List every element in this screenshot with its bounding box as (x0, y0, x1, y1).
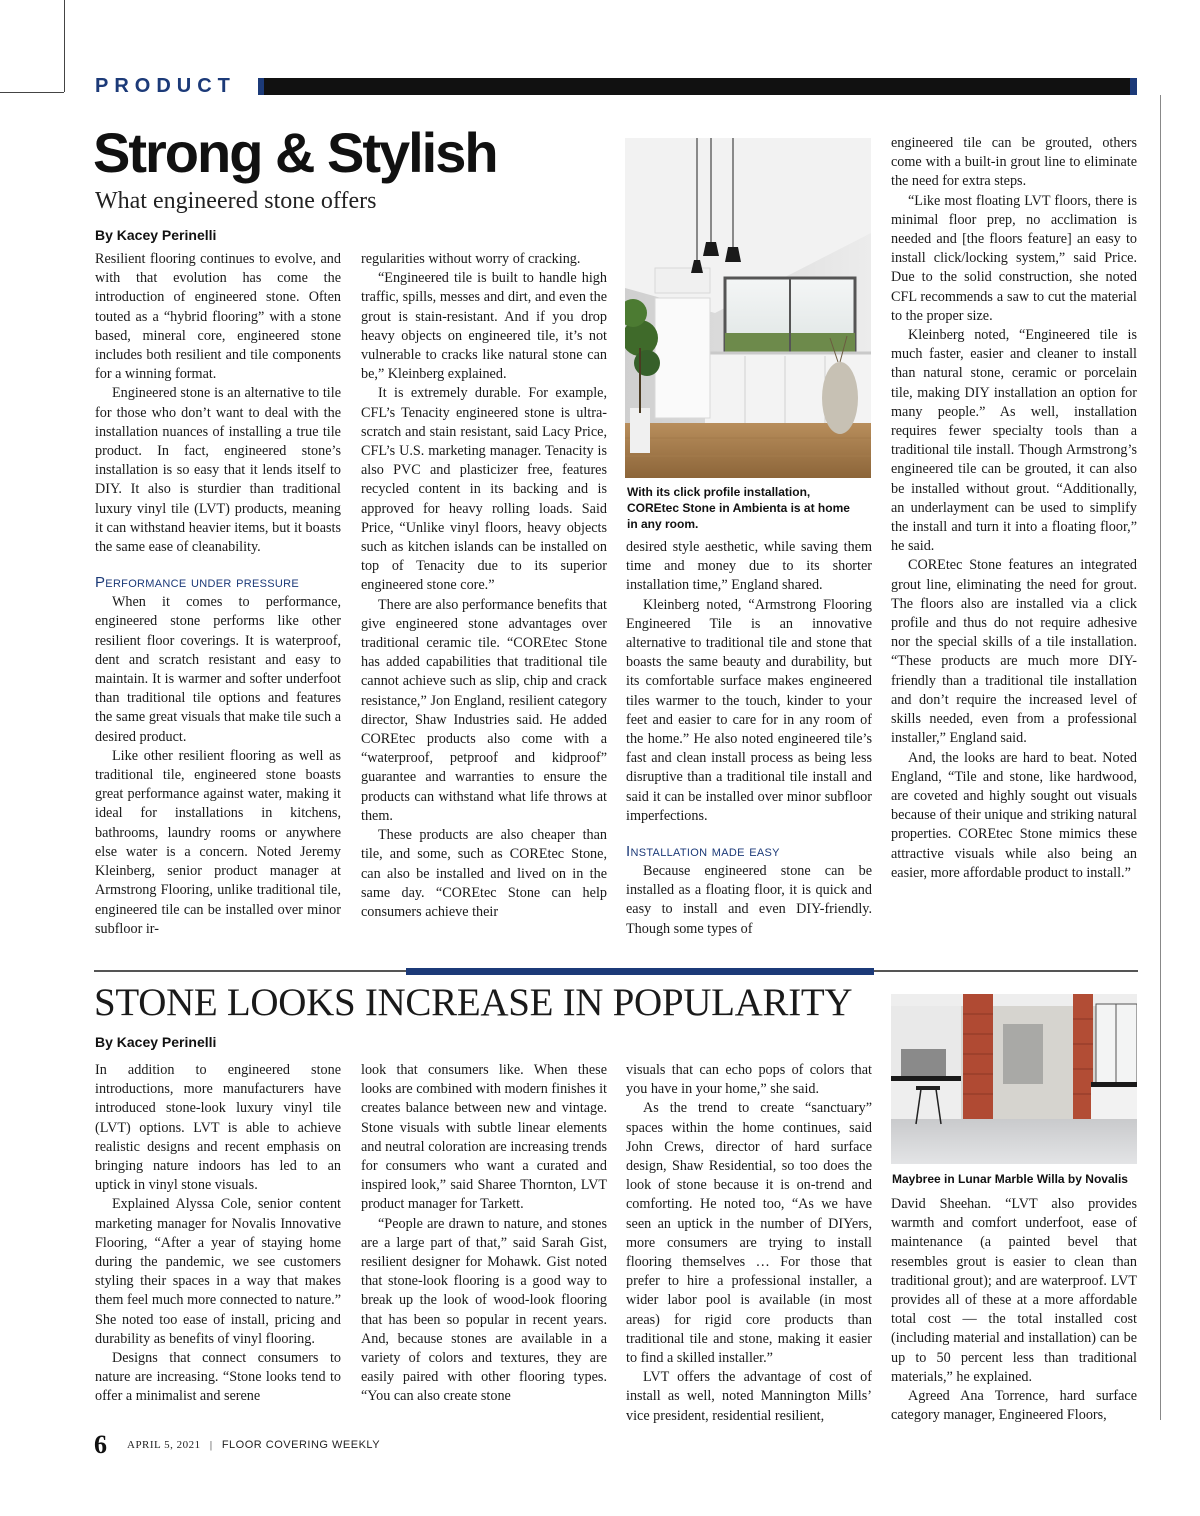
paragraph: In addition to engineered stone introductions, more manufacturers have introduced stone-look luxury vinyl tile (LVT) options. LVT is able to achieve realistic designs and recent emphasis on bringing nature indoors has led to an uptick in vinyl stone visuals. (95, 1062, 341, 1194)
subheading: Performance under pressure (95, 574, 299, 592)
paragraph: “People are drawn to nature, and stones are a large part of that,” said Sarah Gist, resilient designer for Mohawk. Gist noted that stone-look flooring is a good way to break up the look of wood-look flooring that has been so popular in recent years. And, because stones are available in a variety of colors and textures, they are easily paired with other flooring types. “You can also create stone (361, 1215, 607, 1405)
article-title: Strong & Stylish (93, 121, 497, 184)
article2-byline: By Kacey Perinelli (95, 1034, 217, 1050)
paragraph: As the trend to create “sanctuary” spaces within the home continues, said John Crews, director of hard surface design, Shaw Residential, so too does the look of stone because it is on-trend and comforting. He noted too, “As we have seen an uptick in the number of DIYers, more consumers are trying to install flooring themselves … For those that prefer to hire a professional installer, a wider labor pool is available (in most areas) for rigid core products than traditional tile and stone, making it easier to find a skilled installer.” (626, 1100, 872, 1367)
paragraph: Agreed Ana Torrence, hard surface category manager, Engineered Floors, (891, 1388, 1137, 1424)
paragraph: visuals that can echo pops of colors that you have in your home,” she said. (626, 1062, 872, 1098)
paragraph: Resilient flooring continues to evolve, and with that evolution has come the introduction of engineered stone. Often touted as a “hybrid flooring” with a stone based, mineral core, engineered stone includes both resilient and tile components for a winning format. (95, 251, 341, 383)
paragraph: regularities without worry of cracking. (361, 251, 581, 267)
paragraph: Engineered stone is an alternative to tile for those who don’t want to deal with the installation nuances of installing a true tile product. In fact, engineered stone’s installation is so easy that it lends itself to DIY. It also is sturdier than traditional luxury vinyl tile (LVT) products, meaning it can withstand heavier items, but it boasts the same ease of cleanability. (95, 385, 341, 556)
article-byline: By Kacey Perinelli (95, 227, 217, 243)
kitchen-photo (625, 138, 871, 478)
marble-kitchen-photo (891, 994, 1137, 1164)
article1-column-4 (891, 134, 1137, 883)
section-label: PRODUCT (95, 75, 236, 97)
section-bar (258, 78, 1132, 95)
article-subtitle: What engineered stone offers (95, 188, 377, 214)
crop-mark-vertical (64, 0, 65, 92)
paragraph: There are also performance benefits that give engineered stone advantages over traditional ceramic tile. “COREtec Stone has added capabilities that traditional tile cannot achieve such as slip, chip and crack resistance,” Jon England, resilient category director, Shaw Industries said. He added COREtec products also come with a “waterproof, petproof and kidproof” guarantee and warranties to ensure the products can withstand what life throws at them. (361, 596, 607, 824)
article1-column-2 (361, 250, 607, 922)
paragraph: Designs that connect consumers to nature are increasing. “Stone looks tend to offer a minimalist and serene (95, 1350, 341, 1405)
publication-name: FLOOR COVERING WEEKLY (221, 1439, 381, 1451)
page-number: 6 (94, 1430, 107, 1459)
paragraph: It is extremely durable. For example, CFL’s Tenacity engineered stone is ultra-scratch and stain resistant, said Lacy Price, CFL’s U.S. marketing manager. Tenacity is also PVC and plasticizer free, features recycled content in its backing and is approved for heavy rolling loads. Said Price, “Unlike vinyl floors, heavy objects such as kitchen islands can be installed on top of Tenacity due to its superior engineered stone core.” (361, 385, 607, 594)
footer-separator: | (209, 1439, 213, 1451)
paragraph: Like other resilient flooring as well as traditional tile, engineered stone boasts great performance against water, making it ideal for installations in kitchens, bathrooms, laundry rooms or anywhere else water is a concern. Noted Jeremy Kleinberg, senior product manager at Armstrong Flooring, unlike traditional tile, engineered tile can be installed over minor subfloor ir- (95, 747, 341, 937)
crop-mark-horizontal (0, 92, 64, 93)
paragraph: look that consumers like. When these looks are combined with modern finishes it creates balance between new and vintage. Stone visuals with subtle linear elements and neutral coloration are increasing trends for consumers who want a curated and inspired look,” said Sharee Thornton, LVT product manager for Tarkett. (361, 1062, 607, 1213)
article1-column-3 (626, 538, 872, 939)
article2-column-1 (95, 1061, 341, 1407)
article1-column-1 (95, 250, 341, 939)
footer-info (127, 1438, 380, 1452)
article2-column-3 (626, 1061, 872, 1426)
paragraph: COREtec Stone features an integrated grout line, eliminating the need for grout. The floors also are installed via a click profile and thus do not require adhesive nor the special skills of a tile installation. “These products are much more DIY-friendly than a traditional tile installation and don’t require the increased level of skills needed, even from a professional installer,” England said. (891, 557, 1137, 747)
photo-caption: Maybree in Lunar Marble Willa by Novalis (892, 1172, 1128, 1186)
page-rule-right (1160, 95, 1161, 1420)
article2-column-4 (891, 1195, 1137, 1425)
paragraph: Because engineered stone can be installed as a floating floor, it is quick and easy to install and even DIY-friendly. Though some types of (626, 863, 872, 937)
paragraph: LVT offers the advantage of cost of install as well, noted Mannington Mills’ vice president, residential resilient, (626, 1369, 872, 1424)
article2-headline: STONE LOOKS INCREASE IN POPULARITY (94, 981, 853, 1024)
paragraph: engineered tile can be grouted, others come with a built-in grout line to eliminate the need for extra steps. (891, 135, 1137, 190)
paragraph: Kleinberg noted, “Engineered tile is much faster, easier and cleaner to install than natural stone, ceramic or porcelain tile, making DIY installation an option for many people.” As well, installation requires fewer specialty tools than a traditional tile install. Though Armstrong’s engineered tile can be grouted, it can also be installed without grout. “Additionally, an underlayment can be used to simplify the install and turn it into a floating floor,” he said. (891, 327, 1137, 555)
paragraph: Explained Alyssa Cole, senior content marketing manager for Novalis Innovative Flooring, “After a year of staying home during the pandemic, we see customers styling their spaces in a way that makes them feel much more connected to nature.” She noted too ease of install, pricing and durability as benefits of vinyl flooring. (95, 1196, 341, 1347)
paragraph: David Sheehan. “LVT also provides warmth and comfort underfoot, ease of maintenance (a painted bevel that resembles grout is easier to clean than traditional grout); and are waterproof. LVT provides all of these at a more affordable total cost — the total installed cost (including material and installation) can be up to 50 percent less than traditional materials,” he explained. (891, 1196, 1137, 1385)
photo-caption: With its click profile installation, COREtec Stone in Ambienta is at home in any room. (627, 485, 850, 531)
article-divider-accent (406, 968, 874, 975)
article2-column-2 (361, 1061, 607, 1407)
paragraph: “Like most floating LVT floors, there is minimal floor prep, no acclimation is needed and [the floors feature] an easy to install click/locking system,” said Price. Due to the solid construction, she noted CFL recommends a saw to cut the material to the proper size. (891, 192, 1137, 324)
paragraph: “Engineered tile is built to handle high traffic, spills, messes and dirt, and even the grout is stain-resistant. And if you drop heavy objects on engineered tile, it’s not vulnerable to cracks like natural stone can be,” Kleinberg explained. (361, 270, 607, 383)
paragraph: desired style aesthetic, while saving them time and money due to its shorter installation time,” England shared. (626, 539, 872, 594)
subheading: Installation made easy (626, 843, 780, 861)
issue-date: APRIL 5, 2021 (127, 1439, 201, 1451)
section-bar-accent (1130, 78, 1137, 95)
paragraph: These products are also cheaper than tile, and some, such as COREtec Stone, can also be installed and lived on in the same day. “COREtec Stone can help consumers achieve their (361, 827, 607, 920)
paragraph: And, the looks are hard to beat. Noted England, “Tile and stone, like hardwood, are coveted and highly sought out visuals because of their unique and striking natural properties. COREtec Stone mimics these attractive visuals while also being an easier, more affordable product to install.” (891, 749, 1137, 881)
paragraph: Kleinberg noted, “Armstrong Flooring Engineered Tile is an innovative alternative to traditional tile and stone that boasts the same beauty and durability, but its comfortable surface makes engineered tiles warmer to the touch, kinder to your feet and easier to care for in any room of the home.” He also noted engineered tile’s fast and clean install process as being less disruptive than a traditional tile install and said it can be installed over minor subfloor imperfections. (626, 596, 872, 824)
paragraph: When it comes to performance, engineered stone performs like other resilient floor coverings. It is waterproof, dent and scratch resistant and easy to maintain. It is warmer and softer underfoot than traditional tile options and features the same great visuals that make tile such a desired product. (95, 594, 341, 745)
